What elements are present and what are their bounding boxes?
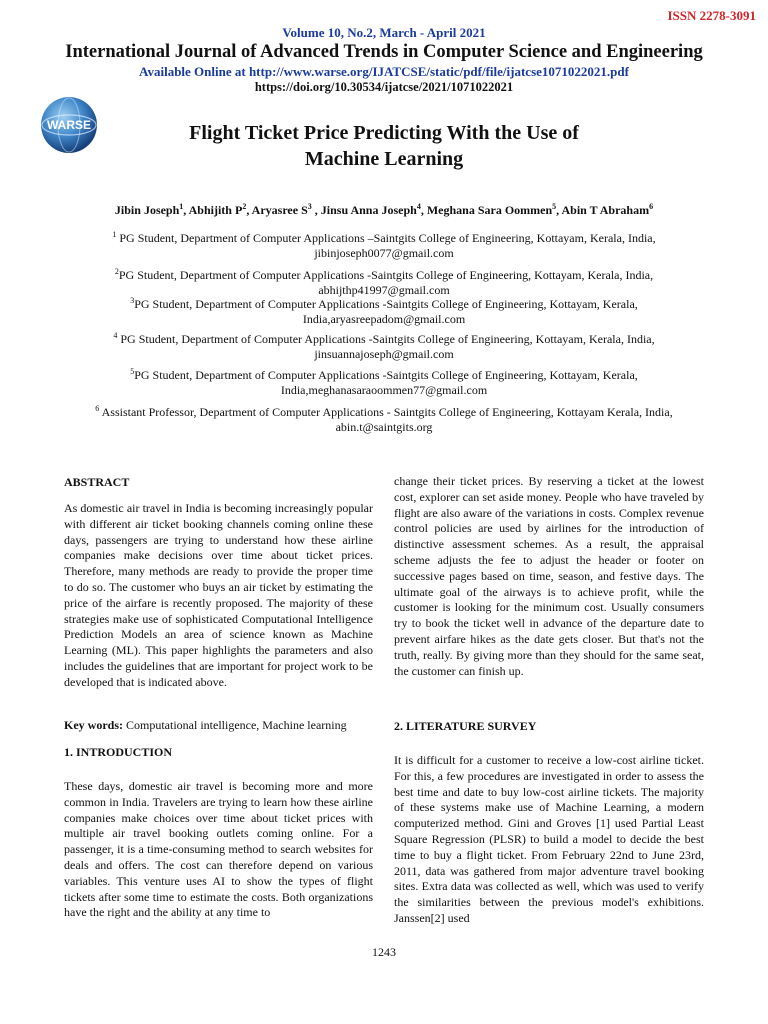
abstract-heading: ABSTRACT	[64, 475, 130, 489]
introduction-heading: 1. INTRODUCTION	[64, 745, 173, 759]
affiliation-sup: 4	[113, 331, 118, 340]
author-list: Jibin Joseph$^1$, Abhijith $P^2$, Aryasree $S^3$ , Jinsu Anna Joseph$^4$, Meghana Sara Oommen$^5$, Abin T Abraham$^6$	[114, 202, 654, 217]
issn-label: ISSN 2278-3091	[667, 8, 756, 23]
author-sup: 4	[416, 202, 421, 211]
logo-text: WARSE	[46, 118, 92, 132]
keywords-label: Key words:	[64, 718, 123, 732]
affiliation-text: PG Student, Department of Computer Applications -Saintgits College of Engineering, Kottayam, Kerala, India,	[120, 332, 655, 346]
author-sup: 2	[242, 202, 247, 211]
affiliation	[60, 328, 708, 362]
available-online-link[interactable]: Available Online at http://www.warse.org/IJATCSE/static/pdf/file/ijatcse1071022021.pdf	[139, 64, 629, 79]
affiliation	[60, 293, 708, 327]
affiliation-sup: 1	[112, 230, 117, 239]
affiliation-email: abhijthp41997@gmail.com	[318, 283, 450, 297]
affiliation	[20, 401, 748, 435]
literature-survey-text: It is difficult for a customer to receive a low-cost airline ticket. For this, a few procedures are investigated in order to assess the best time and date to buy low-cost airline tickets. The majority of these systems make use of Machine Learning, a modern computerized method. Gini and Groves [1] used Partial Least Square Regression (PLSR) to build a model to decide the best time to buy a flight ticket. From February 22nd to June 23rd, 2011, data was gathered from major adventure travel booking sites. Extra data was collected as well, which was used to verify the similarities between the previous model's exhibitions. Janssen[2] used	[394, 753, 704, 925]
author-sup: 3	[307, 202, 312, 211]
author: Abin T Abraham	[561, 203, 650, 217]
paper-title	[0, 120, 768, 172]
affiliation-sup: 2	[114, 267, 119, 276]
literature-survey-heading: 2. LITERATURE SURVEY	[394, 719, 537, 733]
affiliation	[60, 227, 708, 261]
affiliation-text: PG Student, Department of Computer Applications –Saintgits College of Engineering, Kottayam, Kerala, India,	[119, 231, 656, 245]
page-number: 1243	[372, 945, 396, 959]
author: Jibin Joseph	[114, 203, 180, 217]
title-line-2: Machine Learning	[304, 148, 464, 170]
affiliation	[60, 364, 708, 398]
affiliation-email: abin.t@saintgits.org	[335, 420, 433, 434]
affiliation-sup: 3	[130, 296, 135, 305]
volume-line: Volume 10, No.2, March - April 2021	[282, 25, 486, 40]
author: Abhijith P	[188, 203, 243, 217]
abstract-text: As domestic air travel in India is becoming increasingly popular with different air ticket booking channels coming online these days, passengers are trying to understand how these airline companies make decisions over time about ticket prices. Therefore, many methods are ready to provide the proper time to do so. The customer who buys an air ticket by estimating the price of the airfare is recently proposed. The majority of these strategies make use of sophisticated Computational Intelligence Prediction Models an area of science known as Machine Learning (ML). This paper highlights the parameters and also includes the guidelines that are important for project work to be developed that is indicated above.	[64, 501, 373, 689]
affiliation-text: Assistant Professor, Department of Computer Applications - Saintgits College of Engineering, Kottayam Kerala, India,	[101, 405, 673, 419]
right-column-continuation: change their ticket prices. By reserving a ticket at the lowest cost, explorer can set aside money. People who have traveled by flight are also aware of the variations in costs. Complex revenue control policies are used by airlines for the introduction of distinctive assessment schemes. As a result, the appraisal scheme adjusts the fee to adjust the header or footer on successive pages based on time, season, and festive days. The ultimate goal of the airways is to achieve profit, while the customer is looking for the minimum cost. Usually consumers try to book the ticket well in advance of the departure date to prevent airfare hikes as the date gets closer. But that's not the truth, really. By giving more than they should for the same seat, the customer can finish up.	[394, 474, 704, 678]
author-sup: 6	[649, 202, 654, 211]
keywords	[64, 718, 373, 734]
author-sup: 5	[552, 202, 557, 211]
affiliation-email: jinsuannajoseph@gmail.com	[314, 347, 454, 361]
author: Meghana Sara Oommen	[426, 203, 553, 217]
author-sup: 1	[179, 202, 184, 211]
introduction-text: These days, domestic air travel is becoming more and more common in India. Travelers are trying to learn how these airline companies make choices over time about ticket prices with multiple air travel booking outlets coming online. For a passenger, it is a time-consuming method to search websites for deals and offers. The cost can therefore depend on various variables. This venture uses AI to show the types of flight tickets after some time to estimate the costs. Both organizations have the right and the ability at any time to	[64, 779, 373, 920]
journal-title: International Journal of Advanced Trends in Computer Science and Engineering	[65, 42, 703, 62]
affiliation-email: jibinjoseph0077@gmail.com	[314, 246, 454, 260]
author: Jinsu Anna Joseph	[320, 203, 417, 217]
doi-link[interactable]: https://doi.org/10.30534/ijatcse/2021/1071022021	[254, 80, 514, 94]
affiliation-text: PG Student, Department of Computer Applications -Saintgits College of Engineering, Kottayam, Kerala,	[134, 368, 638, 382]
affiliation-sup: 5	[130, 367, 135, 376]
affiliation-email: India,aryasreepadom@gmail.com	[302, 312, 466, 326]
title-line-1: Flight Ticket Price Predicting With the Use of	[189, 122, 579, 144]
keywords-text: Computational intelligence, Machine learning	[126, 718, 347, 732]
affiliation-text: PG Student, Department of Computer Applications -Saintgits College of Engineering, Kottayam, Kerala, India,	[118, 268, 654, 282]
affiliation-email: India,meghanasaraoommen77@gmail.com	[280, 383, 488, 397]
affiliation-sup: 6	[95, 404, 100, 413]
author: Aryasree S	[251, 203, 308, 217]
affiliation-text: PG Student, Department of Computer Applications -Saintgits College of Engineering, Kottayam, Kerala,	[134, 297, 638, 311]
